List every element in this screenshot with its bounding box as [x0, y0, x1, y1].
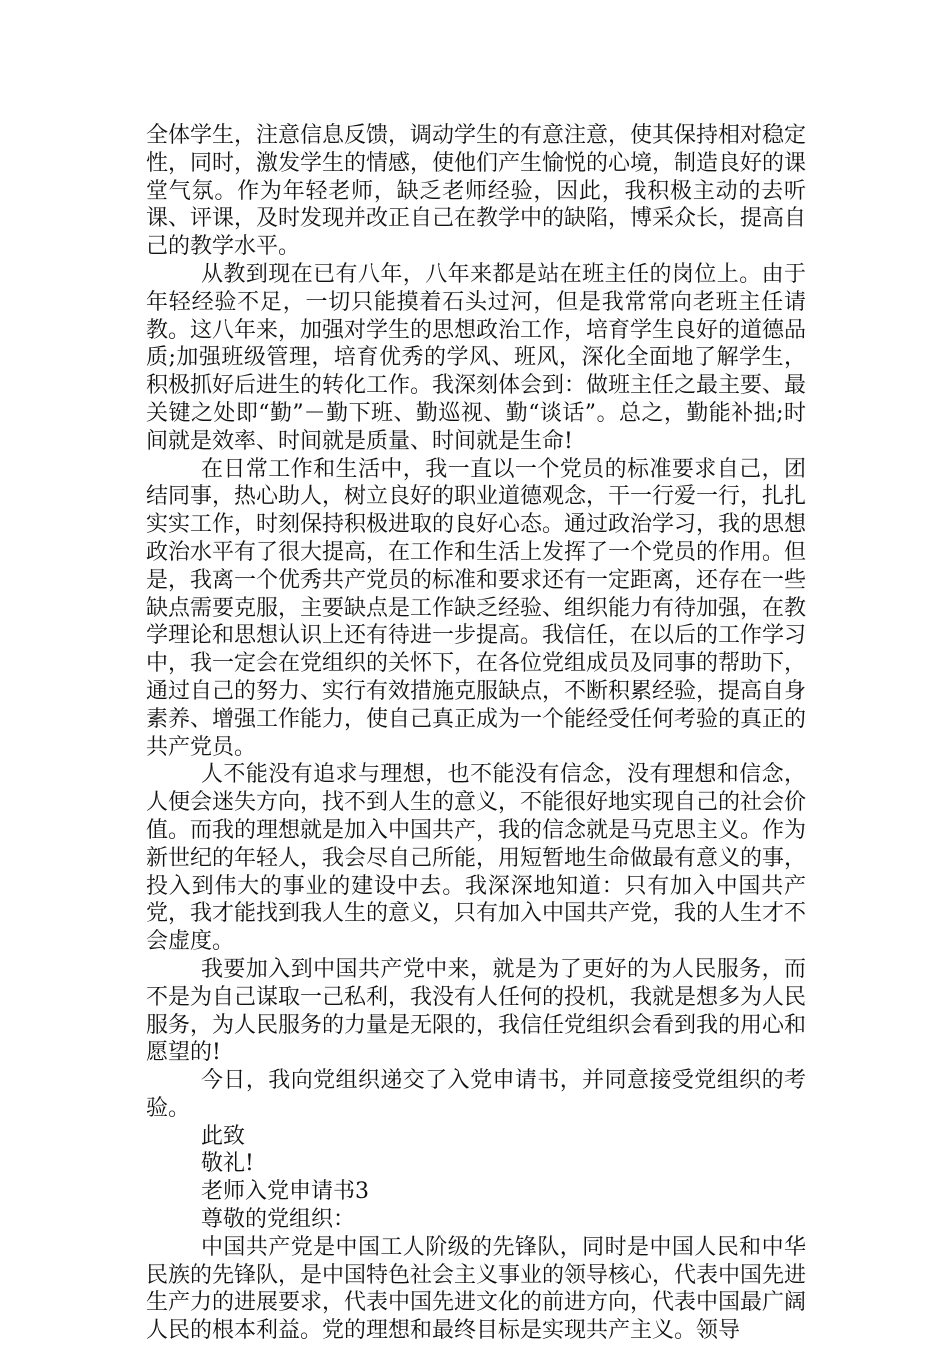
paragraph-serve-people: 我要加入到中国共产党中来，就是为了更好的为人民服务，而不是为自己谋取一己私利，我没有人任何的投机，我就是想多为人民服务，为人民服务的力量是无限的，我信任党组织会看到我的用心和愿望的! — [146, 956, 807, 1066]
closing-regards: 敬礼! — [201, 1151, 254, 1177]
paragraph-daily-work: 在日常工作和生活中，我一直以一个党员的标准要求自己，团结同事，热心助人，树立良好的职业道德观念，干一行爱一行，扎扎实实工作，时刻保持积极进取的良好心态。通过政治学习，我的思想政治水平有了很大提高，在工作和生活上发挥了一个党员的作用。但是，我离一个优秀共产党员的标准和要求还有一定距离，还存在一些缺点需要克服，主要缺点是工作缺乏经验、组织能力有待加强，在教学理论和思想认识上还有待进一步提高。我信任，在以后的工作学习中，我一定会在党组织的关怀下，在各位党组成员及同事的帮助下，通过自己的努力、实行有效措施克服缺点，不断积累经验，提高自身素养、增强工作能力，使自己真正成为一个能经受任何考验的真正的共产党员。 — [146, 456, 807, 760]
paragraph-party-intro: 中国共产党是中国工人阶级的先锋队，同时是中国人民和中华民族的先锋队，是中国特色社会主义事业的领导核心，代表中国先进生产力的进展要求，代表中国先进文化的前进方向，代表中国最广阔人民的根本利益。党的理想和最终目标是实现共产主义。领导 — [146, 1234, 807, 1344]
letter-greeting: 尊敬的党组织： — [201, 1207, 356, 1233]
section-title: 老师入党申请书3 — [201, 1179, 369, 1205]
paragraph-intro-continuation: 全体学生，注意信息反馈，调动学生的有意注意，使其保持相对稳定性，同时，激发学生的情感，使他们产生愉悦的心境，制造良好的课堂气氛。作为年轻老师，缺乏老师经验，因此，我积极主动的去听课、评课，及时发现并改正自己在教学中的缺陷，博采众长，提高自己的教学水平。 — [146, 123, 807, 260]
paragraph-head-teacher: 从教到现在已有八年，八年来都是站在班主任的岗位上。由于年轻经验不足，一切只能摸着石头过河，但是我常常向老班主任请教。这八年来，加强对学生的思想政治工作，培育学生良好的道德品质;加强班级管理，培育优秀的学风、班风，深化全面地了解学生，积极抓好后进生的转化工作。我深刻体会到：做班主任之最主要、最关键之处即“勤”－勤下班、勤巡视、勤“谈话”。总之，勤能补拙;时间就是效率、时间就是质量、时间就是生命! — [146, 261, 807, 454]
document-body — [146, 122, 806, 1345]
closing-salutation: 此致 — [201, 1123, 246, 1149]
paragraph-submission: 今日，我向党组织递交了入党申请书，并同意接受党组织的考验。 — [146, 1068, 806, 1121]
paragraph-ideals: 人不能没有追求与理想，也不能没有信念，没有理想和信念，人便会迷失方向，找不到人生的意义，不能很好地实现自己的社会价值。而我的理想就是加入中国共产，我的信念就是马克思主义。作为新世纪的年轻人，我会尽自己所能，用短暂地生命做最有意义的事，投入到伟大的事业的建设中去。我深深地知道：只有加入中国共产党，我才能找到我人生的意义，只有加入中国共产党，我的人生才不会虚度。 — [146, 762, 807, 955]
